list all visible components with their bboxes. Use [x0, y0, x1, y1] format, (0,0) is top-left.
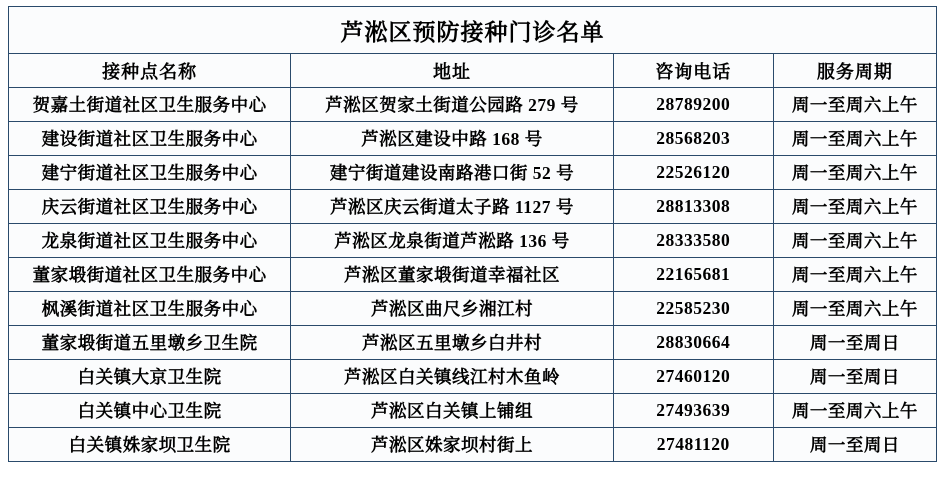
column-header-address: 地址 — [291, 54, 613, 88]
clinic-address: 芦淞区龙泉街道芦淞路 136 号 — [291, 224, 613, 258]
clinic-name: 枫溪街道社区卫生服务中心 — [9, 292, 291, 326]
clinic-phone: 28333580 — [613, 224, 773, 258]
clinic-name: 建设街道社区卫生服务中心 — [9, 122, 291, 156]
clinic-phone: 28568203 — [613, 122, 773, 156]
table-row — [9, 156, 937, 190]
page-title: 芦淞区预防接种门诊名单 — [9, 7, 937, 54]
table-row — [9, 190, 937, 224]
clinic-period: 周一至周六上午 — [773, 394, 936, 428]
clinic-phone: 28789200 — [613, 88, 773, 122]
table-row — [9, 394, 937, 428]
clinic-period: 周一至周六上午 — [773, 190, 936, 224]
clinic-address: 芦淞区白关镇线江村木鱼岭 — [291, 360, 613, 394]
clinic-name: 建宁街道社区卫生服务中心 — [9, 156, 291, 190]
clinic-period: 周一至周日 — [773, 326, 936, 360]
clinic-phone: 28813308 — [613, 190, 773, 224]
clinic-phone: 28830664 — [613, 326, 773, 360]
table-row — [9, 258, 937, 292]
clinic-address: 芦淞区贺家土街道公园路 279 号 — [291, 88, 613, 122]
clinic-phone: 27481120 — [613, 428, 773, 462]
table-row — [9, 122, 937, 156]
clinic-period: 周一至周六上午 — [773, 156, 936, 190]
clinic-name: 贺嘉土街道社区卫生服务中心 — [9, 88, 291, 122]
table-row — [9, 292, 937, 326]
clinic-address: 芦淞区建设中路 168 号 — [291, 122, 613, 156]
clinic-phone: 27460120 — [613, 360, 773, 394]
clinic-address: 芦淞区庆云街道太子路 1127 号 — [291, 190, 613, 224]
column-header-phone: 咨询电话 — [613, 54, 773, 88]
clinic-period: 周一至周六上午 — [773, 224, 936, 258]
table-header-row — [9, 54, 937, 88]
column-header-name: 接种点名称 — [9, 54, 291, 88]
clinic-period: 周一至周日 — [773, 428, 936, 462]
table-title-row — [9, 7, 937, 54]
column-header-period: 服务周期 — [773, 54, 936, 88]
table-row — [9, 88, 937, 122]
clinic-name: 白关镇姝家坝卫生院 — [9, 428, 291, 462]
clinic-name: 龙泉街道社区卫生服务中心 — [9, 224, 291, 258]
clinic-name: 董家塅街道社区卫生服务中心 — [9, 258, 291, 292]
clinic-period: 周一至周六上午 — [773, 122, 936, 156]
clinic-address: 芦淞区五里墩乡白井村 — [291, 326, 613, 360]
clinic-address: 建宁街道建设南路港口街 52 号 — [291, 156, 613, 190]
clinic-period: 周一至周日 — [773, 360, 936, 394]
clinic-address: 芦淞区白关镇上铺组 — [291, 394, 613, 428]
table-row — [9, 428, 937, 462]
table-row — [9, 326, 937, 360]
clinic-phone: 22526120 — [613, 156, 773, 190]
clinic-period: 周一至周六上午 — [773, 292, 936, 326]
clinic-phone: 22165681 — [613, 258, 773, 292]
table-row — [9, 360, 937, 394]
clinic-address: 芦淞区曲尺乡湘江村 — [291, 292, 613, 326]
clinic-period: 周一至周六上午 — [773, 258, 936, 292]
clinic-phone: 22585230 — [613, 292, 773, 326]
clinic-address: 芦淞区姝家坝村街上 — [291, 428, 613, 462]
clinic-phone: 27493639 — [613, 394, 773, 428]
clinic-name: 庆云街道社区卫生服务中心 — [9, 190, 291, 224]
table-row — [9, 224, 937, 258]
clinic-period: 周一至周六上午 — [773, 88, 936, 122]
clinic-name: 白关镇大京卫生院 — [9, 360, 291, 394]
clinic-address: 芦淞区董家塅街道幸福社区 — [291, 258, 613, 292]
clinic-name: 董家塅街道五里墩乡卫生院 — [9, 326, 291, 360]
clinic-name: 白关镇中心卫生院 — [9, 394, 291, 428]
vaccination-clinic-table — [8, 6, 937, 462]
